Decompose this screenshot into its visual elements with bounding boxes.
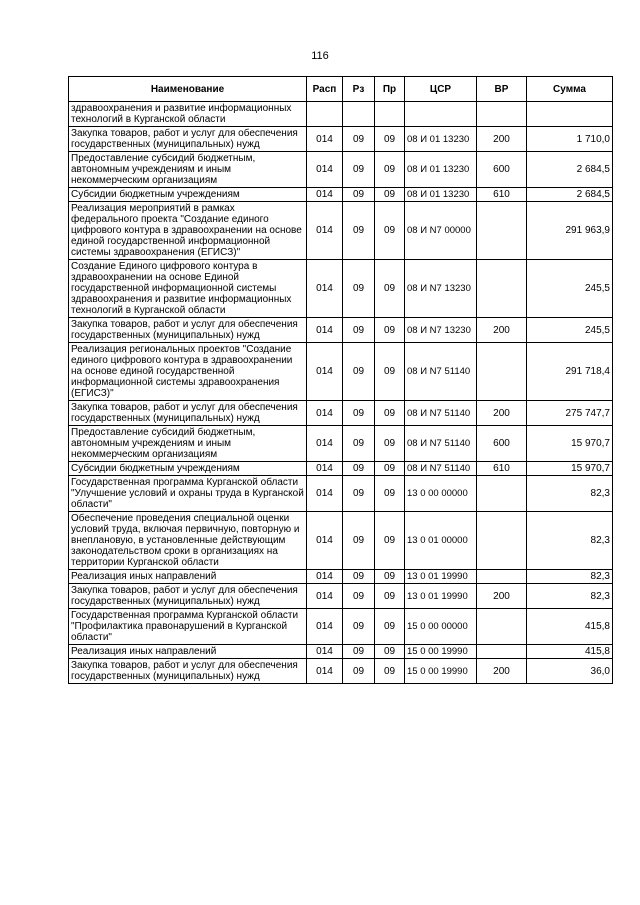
cell-rz: 09 [343,127,375,152]
cell-sum: 82,3 [527,584,613,609]
cell-name: Обеспечение проведения специальной оценки условий труда, включая первичную, повторную и внеплановую, в установленные действующим законодательством сроки в организациях на территории Курганской области [69,512,307,570]
cell-rasp: 014 [307,462,343,476]
cell-sum [527,102,613,127]
cell-rasp: 014 [307,343,343,401]
cell-rz: 09 [343,645,375,659]
cell-rz: 09 [343,401,375,426]
cell-csr: 13 0 01 19990 [405,584,477,609]
cell-pr: 09 [375,659,405,684]
cell-rasp [307,102,343,127]
cell-sum: 36,0 [527,659,613,684]
cell-csr: 08 И N7 13230 [405,260,477,318]
cell-sum: 291 963,9 [527,202,613,260]
cell-csr: 13 0 01 19990 [405,570,477,584]
table-row [69,127,613,152]
cell-rasp: 014 [307,476,343,512]
cell-rz: 09 [343,343,375,401]
cell-name: Реализация иных направлений [69,645,307,659]
cell-csr: 08 И N7 51140 [405,401,477,426]
cell-sum: 15 970,7 [527,462,613,476]
header-rasp: Расп [307,77,343,102]
table-row [69,584,613,609]
cell-csr: 13 0 00 00000 [405,476,477,512]
cell-pr: 09 [375,401,405,426]
cell-rasp: 014 [307,202,343,260]
header-csr: ЦСР [405,77,477,102]
cell-csr: 15 0 00 19990 [405,659,477,684]
cell-name: Субсидии бюджетным учреждениям [69,188,307,202]
table-row [69,645,613,659]
cell-rz: 09 [343,318,375,343]
cell-vr [477,512,527,570]
cell-pr: 09 [375,343,405,401]
table-row [69,462,613,476]
cell-name: Реализация иных направлений [69,570,307,584]
cell-sum: 245,5 [527,260,613,318]
cell-csr: 08 И 01 13230 [405,152,477,188]
table-row [69,260,613,318]
cell-pr: 09 [375,152,405,188]
cell-pr: 09 [375,127,405,152]
cell-csr: 08 И N7 51140 [405,462,477,476]
cell-pr: 09 [375,202,405,260]
cell-rasp: 014 [307,426,343,462]
cell-rasp: 014 [307,188,343,202]
cell-name: Закупка товаров, работ и услуг для обеспечения государственных (муниципальных) нужд [69,584,307,609]
cell-rz: 09 [343,512,375,570]
cell-rasp: 014 [307,318,343,343]
table-row [69,202,613,260]
cell-name: Предоставление субсидий бюджетным, автономным учреждениям и иным некоммерческим организациям [69,426,307,462]
cell-vr [477,260,527,318]
cell-rz: 09 [343,659,375,684]
cell-pr: 09 [375,645,405,659]
cell-rz: 09 [343,152,375,188]
header-vr: ВР [477,77,527,102]
cell-rasp: 014 [307,401,343,426]
cell-vr: 610 [477,188,527,202]
cell-csr: 08 И N7 51140 [405,426,477,462]
cell-pr: 09 [375,462,405,476]
cell-csr: 08 И 01 13230 [405,127,477,152]
cell-name: Реализация региональных проектов "Создание единого цифрового контура в здравоохранении на основе единой государственной информационной системы здравоохранения (ЕГИСЗ)" [69,343,307,401]
table-row [69,659,613,684]
cell-rz: 09 [343,426,375,462]
cell-csr: 13 0 01 00000 [405,512,477,570]
cell-vr: 610 [477,462,527,476]
cell-sum: 15 970,7 [527,426,613,462]
budget-table [68,76,613,684]
cell-vr: 200 [477,401,527,426]
table-row [69,188,613,202]
table-row [69,152,613,188]
cell-vr: 200 [477,584,527,609]
cell-rasp: 014 [307,645,343,659]
cell-pr: 09 [375,260,405,318]
header-rz: Рз [343,77,375,102]
header-pr: Пр [375,77,405,102]
cell-vr [477,570,527,584]
cell-name: Предоставление субсидий бюджетным, автономным учреждениям и иным некоммерческим организациям [69,152,307,188]
cell-rasp: 014 [307,659,343,684]
cell-sum: 291 718,4 [527,343,613,401]
cell-vr: 200 [477,127,527,152]
cell-name: здравоохранения и развитие информационных технологий в Курганской области [69,102,307,127]
table-row [69,476,613,512]
header-name: Наименование [69,77,307,102]
cell-sum: 415,8 [527,645,613,659]
table-row [69,512,613,570]
cell-pr: 09 [375,188,405,202]
cell-sum: 415,8 [527,609,613,645]
cell-name: Закупка товаров, работ и услуг для обеспечения государственных (муниципальных) нужд [69,659,307,684]
table-row [69,570,613,584]
cell-csr: 08 И 01 13230 [405,188,477,202]
cell-name: Закупка товаров, работ и услуг для обеспечения государственных (муниципальных) нужд [69,318,307,343]
cell-vr: 200 [477,659,527,684]
cell-pr [375,102,405,127]
cell-rz: 09 [343,476,375,512]
cell-pr: 09 [375,570,405,584]
cell-pr: 09 [375,476,405,512]
cell-rasp: 014 [307,260,343,318]
table-row [69,318,613,343]
cell-rz: 09 [343,188,375,202]
cell-rasp: 014 [307,609,343,645]
cell-rz: 09 [343,462,375,476]
table-row [69,102,613,127]
cell-name: Закупка товаров, работ и услуг для обеспечения государственных (муниципальных) нужд [69,127,307,152]
table-row [69,426,613,462]
cell-csr: 15 0 00 19990 [405,645,477,659]
table-row [69,609,613,645]
cell-sum: 275 747,7 [527,401,613,426]
cell-pr: 09 [375,426,405,462]
cell-vr [477,609,527,645]
cell-name: Создание Единого цифрового контура в здравоохранении на основе Единой государственной информационной системы здравоохранения и развитие информационных технологий в Курганской области [69,260,307,318]
cell-vr [477,343,527,401]
cell-sum: 1 710,0 [527,127,613,152]
cell-rz: 09 [343,609,375,645]
cell-rz: 09 [343,584,375,609]
cell-sum: 82,3 [527,512,613,570]
cell-rasp: 014 [307,570,343,584]
cell-name: Реализация мероприятий в рамках федерального проекта "Создание единого цифрового контура в здравоохранении на основе единой государственной информационной системы здравоохранения (ЕГИСЗ)" [69,202,307,260]
cell-pr: 09 [375,609,405,645]
cell-pr: 09 [375,584,405,609]
cell-vr: 200 [477,318,527,343]
cell-sum: 2 684,5 [527,188,613,202]
cell-vr [477,476,527,512]
cell-vr [477,645,527,659]
cell-rz: 09 [343,260,375,318]
cell-pr: 09 [375,512,405,570]
cell-rz: 09 [343,202,375,260]
cell-rasp: 014 [307,152,343,188]
cell-pr: 09 [375,318,405,343]
cell-rasp: 014 [307,512,343,570]
cell-name: Субсидии бюджетным учреждениям [69,462,307,476]
page-number: 116 [311,50,329,62]
cell-vr: 600 [477,426,527,462]
table-row [69,343,613,401]
cell-sum: 245,5 [527,318,613,343]
table-header-row [69,77,613,102]
cell-name: Государственная программа Курганской области "Профилактика правонарушений в Курганской области" [69,609,307,645]
cell-sum: 82,3 [527,476,613,512]
cell-vr [477,102,527,127]
cell-sum: 2 684,5 [527,152,613,188]
cell-sum: 82,3 [527,570,613,584]
table-row [69,401,613,426]
header-sum: Сумма [527,77,613,102]
cell-csr: 08 И N7 00000 [405,202,477,260]
cell-csr [405,102,477,127]
cell-name: Закупка товаров, работ и услуг для обеспечения государственных (муниципальных) нужд [69,401,307,426]
cell-rasp: 014 [307,127,343,152]
cell-rz [343,102,375,127]
cell-csr: 08 И N7 51140 [405,343,477,401]
cell-csr: 15 0 00 00000 [405,609,477,645]
cell-name: Государственная программа Курганской области "Улучшение условий и охраны труда в Курганской области" [69,476,307,512]
cell-rasp: 014 [307,584,343,609]
cell-vr [477,202,527,260]
cell-csr: 08 И N7 13230 [405,318,477,343]
cell-vr: 600 [477,152,527,188]
cell-rz: 09 [343,570,375,584]
